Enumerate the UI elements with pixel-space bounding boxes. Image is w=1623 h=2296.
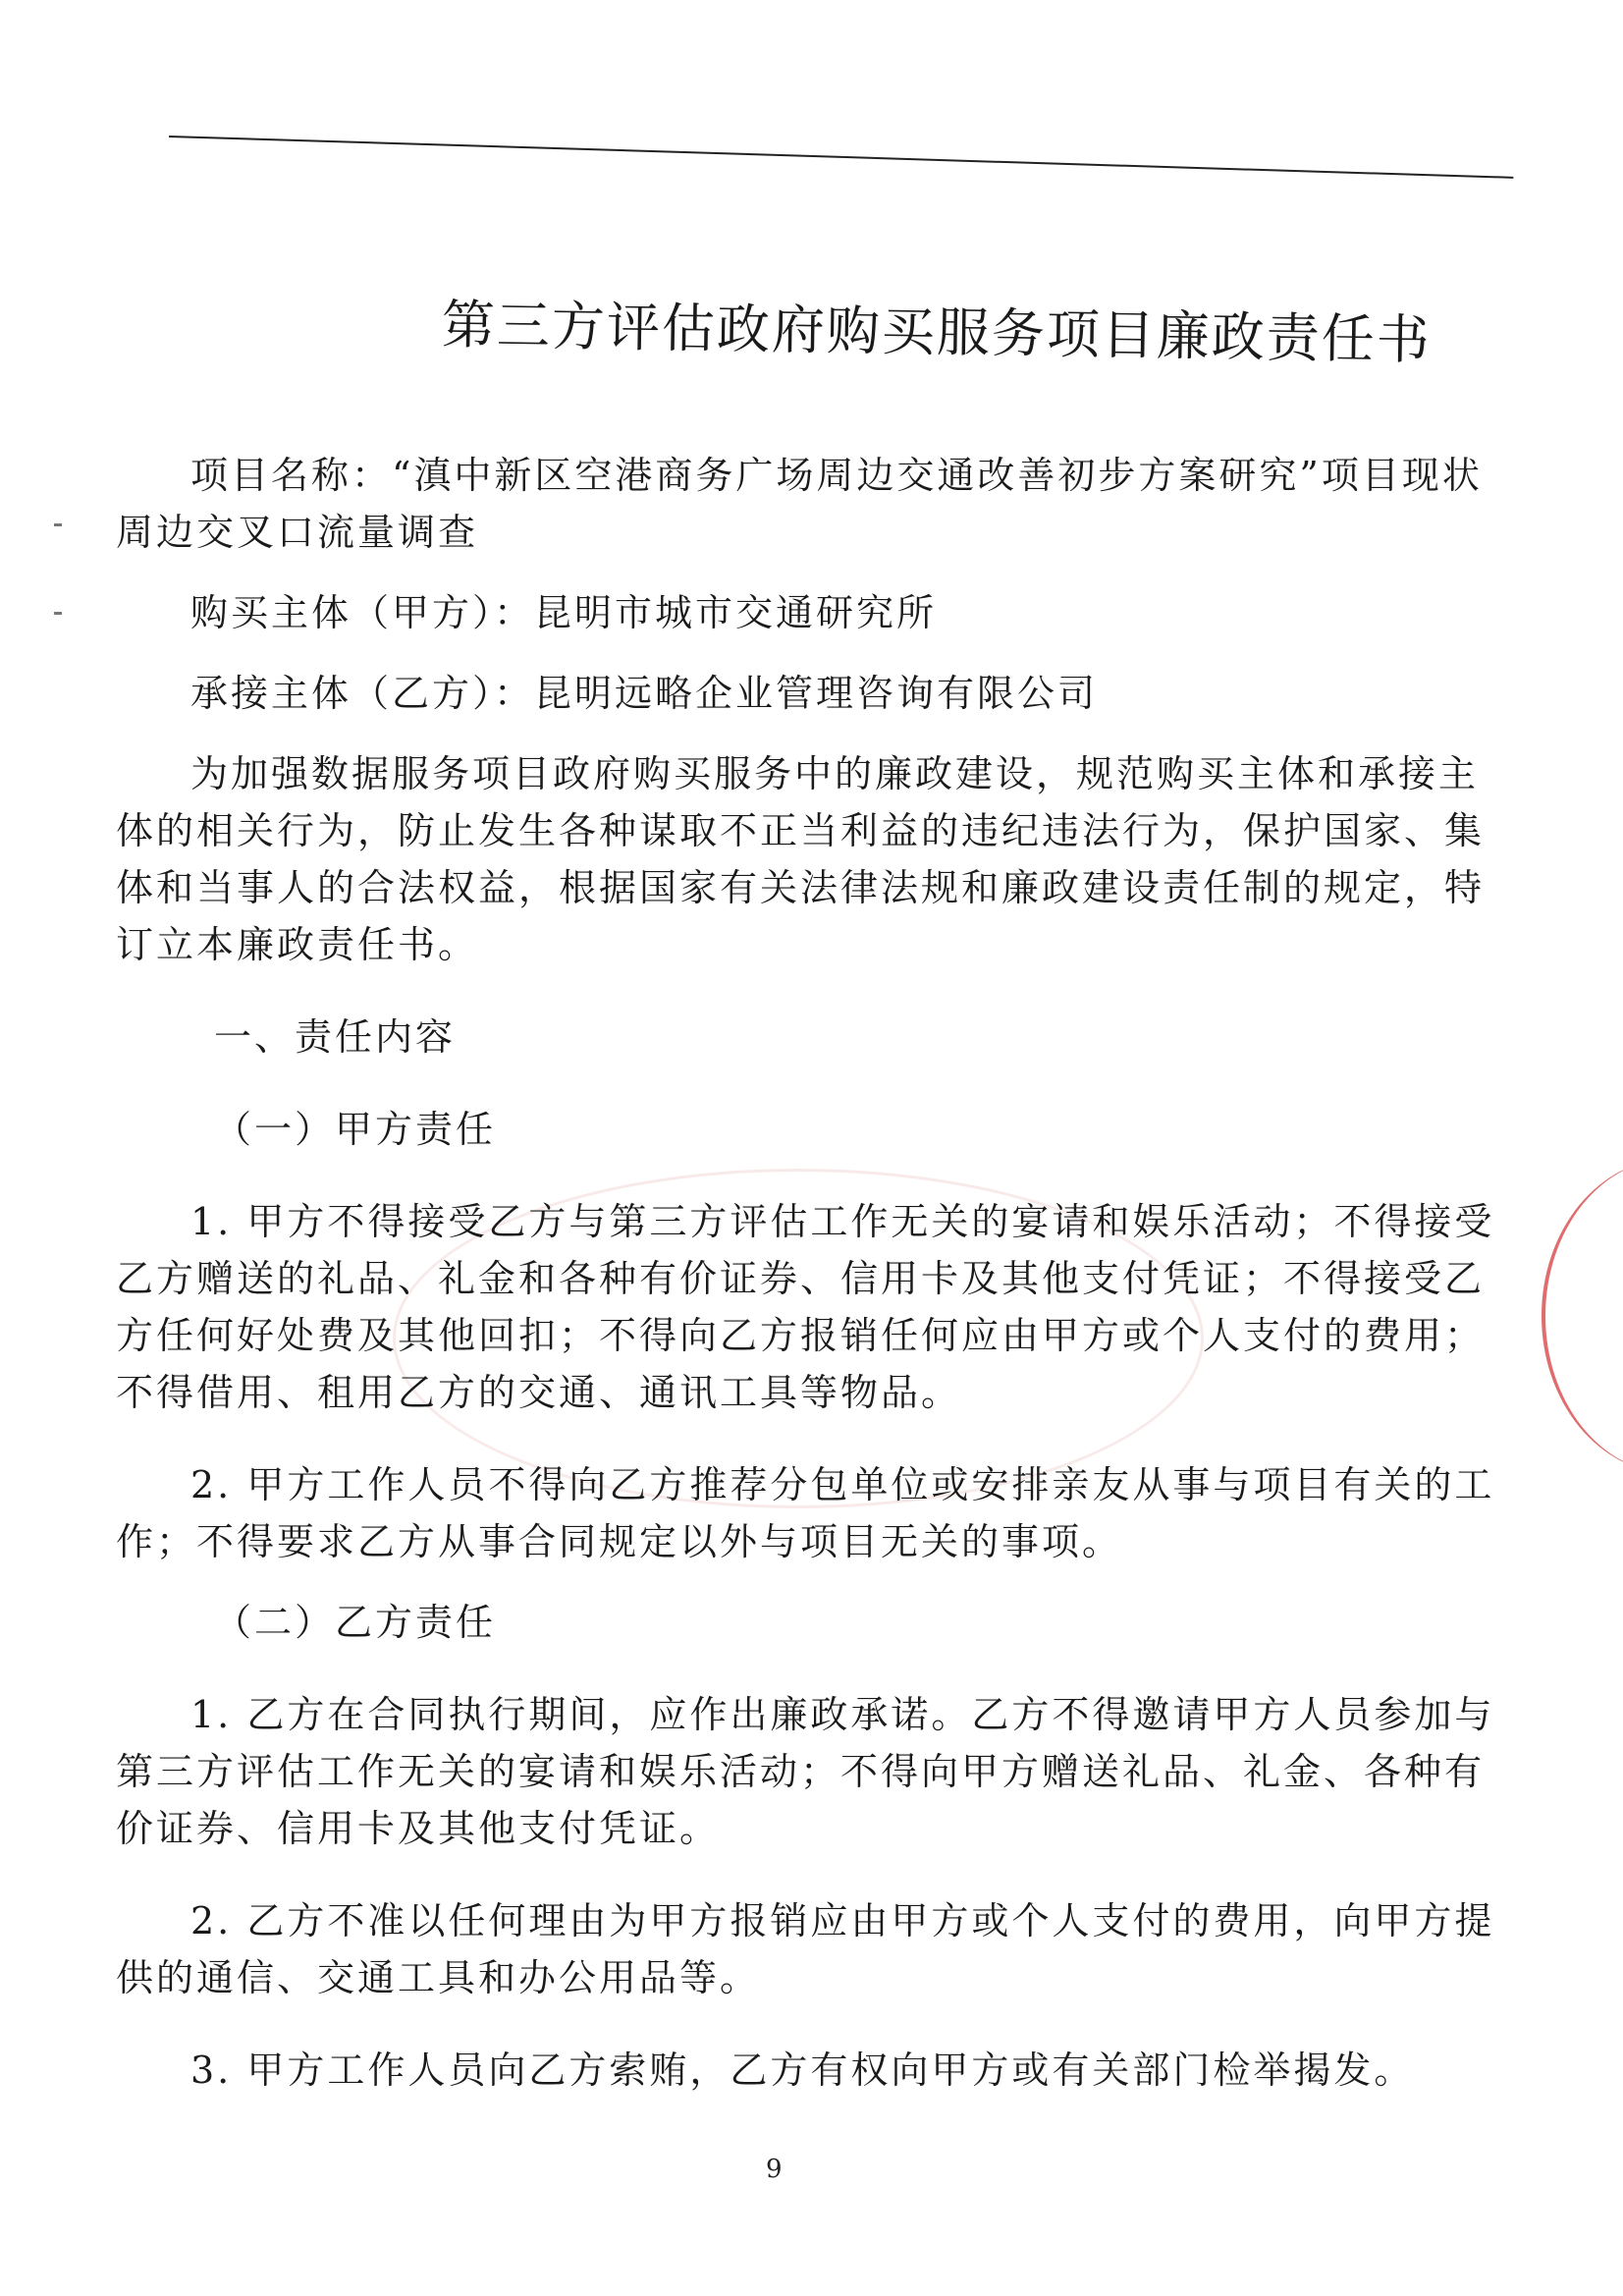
party-a-item-1: 1. 甲方不得接受乙方与第三方评估工作无关的宴请和娱乐活动；不得接受乙方赠送的礼品、礼金和各种有价证券、信用卡及其他支付凭证；不得接受乙方任何好处费及其他回扣；不得向乙方报销任何应由甲方或个人支付的费用；不得借用、租用乙方的交通、通讯工具等物品。 xyxy=(116,1200,1495,1414)
buyer-line: 购买主体（甲方）：昆明市城市交通研究所 xyxy=(190,591,938,634)
header-rule xyxy=(169,136,1513,179)
document-title: 第三方评估政府购买服务项目廉政责任书 xyxy=(441,294,1433,371)
margin-tick xyxy=(54,612,62,615)
page-number: 9 xyxy=(766,2155,783,2184)
document-body xyxy=(116,447,1510,2099)
seal-arc xyxy=(1542,1159,1623,1473)
party-a-item-2: 2. 甲方工作人员不得向乙方推荐分包单位或安排亲友从事与项目有关的工作；不得要求乙方从事合同规定以外与项目无关的事项。 xyxy=(116,1463,1495,1563)
red-seal-fragment xyxy=(1542,1159,1620,1473)
margin-tick xyxy=(54,523,62,526)
party-a-heading: （一）甲方责任 xyxy=(214,1108,497,1151)
project-line: 项目名称：“滇中新区空港商务广场周边交通改善初步方案研究”项目现状周边交叉口流量调查 xyxy=(116,454,1483,554)
party-b-item-1: 1. 乙方在合同执行期间，应作出廉政承诺。乙方不得邀请甲方人员参加与第三方评估工作无关的宴请和娱乐活动；不得向甲方赠送礼品、礼金、各种有价证券、信用卡及其他支付凭证。 xyxy=(116,1693,1495,1850)
section-heading-responsibilities: 一、责任内容 xyxy=(214,1015,457,1059)
party-b-item-3: 3. 甲方工作人员向乙方索贿，乙方有权向甲方或有关部门检举揭发。 xyxy=(190,2049,1415,2092)
preamble-paragraph: 为加强数据服务项目政府购买服务中的廉政建设，规范购买主体和承接主体的相关行为，防止发生各种谋取不正当利益的违纪违法行为，保护国家、集体和当事人的合法权益，根据国家有关法律法规和廉政建设责任制的规定，特订立本廉政责任书。 xyxy=(116,752,1486,966)
party-b-heading: （二）乙方责任 xyxy=(214,1601,497,1644)
party-b-item-2: 2. 乙方不准以任何理由为甲方报销应由甲方或个人支付的费用，向甲方提供的通信、交通工具和办公用品等。 xyxy=(116,1899,1495,1999)
contractor-line: 承接主体（乙方）：昆明远略企业管理咨询有限公司 xyxy=(190,672,1099,715)
